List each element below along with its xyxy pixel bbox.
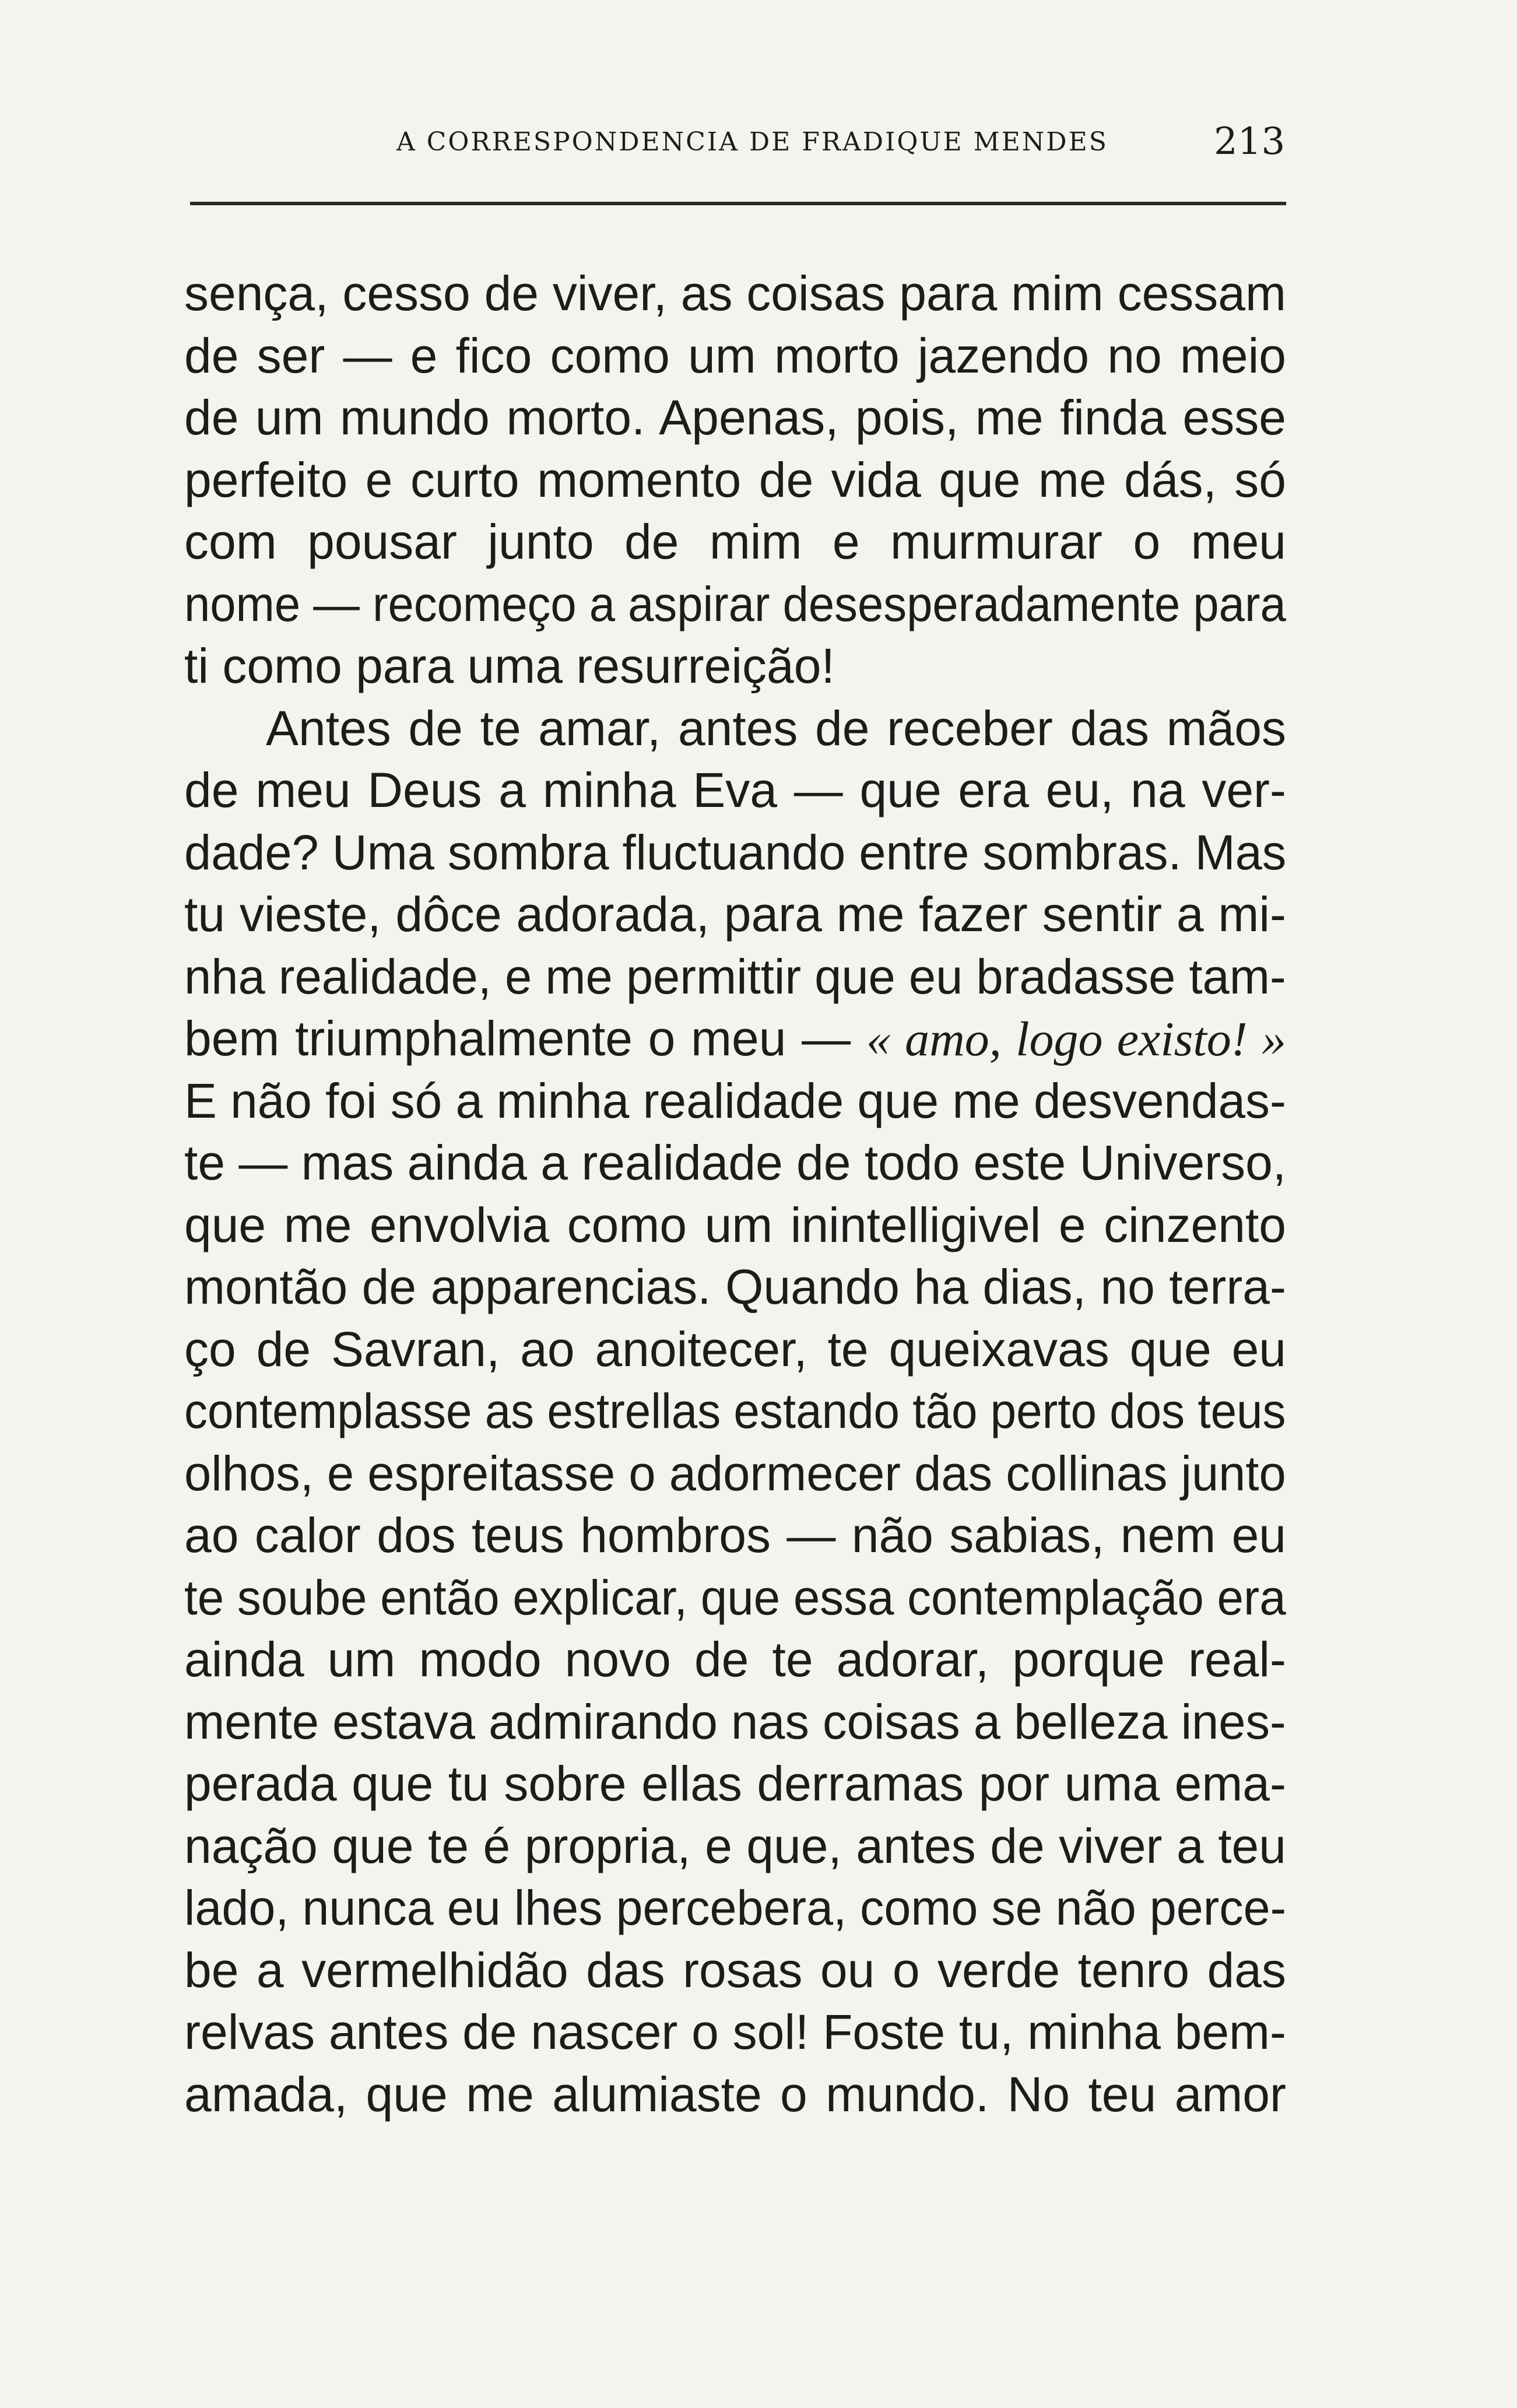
text-line: olhos, e espreitasse o adormecer das collinas junto — [184, 1445, 1286, 1501]
text-line: be a vermelhidão das rosas ou o verde tenro das — [184, 1942, 1286, 1998]
text-line: de meu Deus a minha Eva — que era eu, na ver- — [184, 763, 1286, 817]
body-text — [184, 262, 1286, 2125]
page-number: 213 — [1214, 120, 1286, 163]
text-line: perada que tu sobre ellas derramas por uma ema- — [184, 1756, 1286, 1811]
text-line-with-quote — [184, 1008, 1286, 1070]
text-line: com pousar junto de mim e murmurar o meu — [184, 514, 1286, 569]
text-line: te — mas ainda a realidade de todo este Universo, — [184, 1135, 1287, 1190]
text-line: dade? Uma sombra fluctuando entre sombras. Mas — [184, 824, 1287, 880]
text-line: amada, que me alumiaste o mundo. No teu amor — [184, 2066, 1286, 2122]
text-line: nação que te é propria, e que, antes de viver a teu — [184, 1818, 1286, 1873]
text-line: nha realidade, e me permittir que eu bradasse tam- — [184, 949, 1286, 1004]
text-line: Antes de te amar, antes de receber das mãos — [266, 700, 1286, 756]
text-line: ainda um modo novo de te adorar, porque real- — [184, 1632, 1286, 1687]
text-line: lado, nunca eu lhes percebera, como se não perce- — [184, 1880, 1287, 1935]
text-line: de um mundo morto. Apenas, pois, me finda esse — [184, 390, 1286, 445]
text-line: montão de apparencias. Quando ha dias, no terra- — [184, 1259, 1286, 1314]
text-line: contemplasse as estrellas estando tão perto dos teus — [184, 1384, 1286, 1438]
text-line: ti como para uma resurreição! — [184, 638, 835, 693]
text-line: ao calor dos teus hombros — não sabias, nem eu — [184, 1508, 1286, 1563]
text-line: perfeito e curto momento de vida que me dás, só — [184, 452, 1286, 507]
text-line: ço de Savran, ao anoitecer, te queixavas que eu — [184, 1321, 1286, 1377]
header-rule — [190, 202, 1286, 205]
running-title: A CORRESPONDENCIA DE FRADIQUE MENDES — [396, 127, 1108, 157]
text-line: mente estava admirando nas coisas a belleza ines- — [184, 1694, 1286, 1749]
text-line: nome — recomeço a aspirar desesperadamente para — [184, 576, 1286, 631]
text-line: relvas antes de nascer o sol! Foste tu, minha bem- — [184, 2005, 1286, 2059]
text-line: que me envolvia como um inintelligivel e cinzento — [184, 1197, 1286, 1252]
text-line: tu vieste, dôce adorada, para me fazer sentir a mi- — [184, 887, 1286, 942]
italic-quote: « amo, logo existo! » — [866, 1012, 1287, 1066]
text-line-part: bem triumphalmente o meu — — [184, 1011, 866, 1066]
text-line: sença, cesso de viver, as coisas para mim cessam — [184, 266, 1286, 321]
text-line: te soube então explicar, que essa contemplação era — [184, 1570, 1286, 1625]
text-line: E não foi só a minha realidade que me desvendas- — [184, 1073, 1286, 1128]
text-line: de ser — e fico como um morto jazendo no meio — [184, 328, 1286, 383]
